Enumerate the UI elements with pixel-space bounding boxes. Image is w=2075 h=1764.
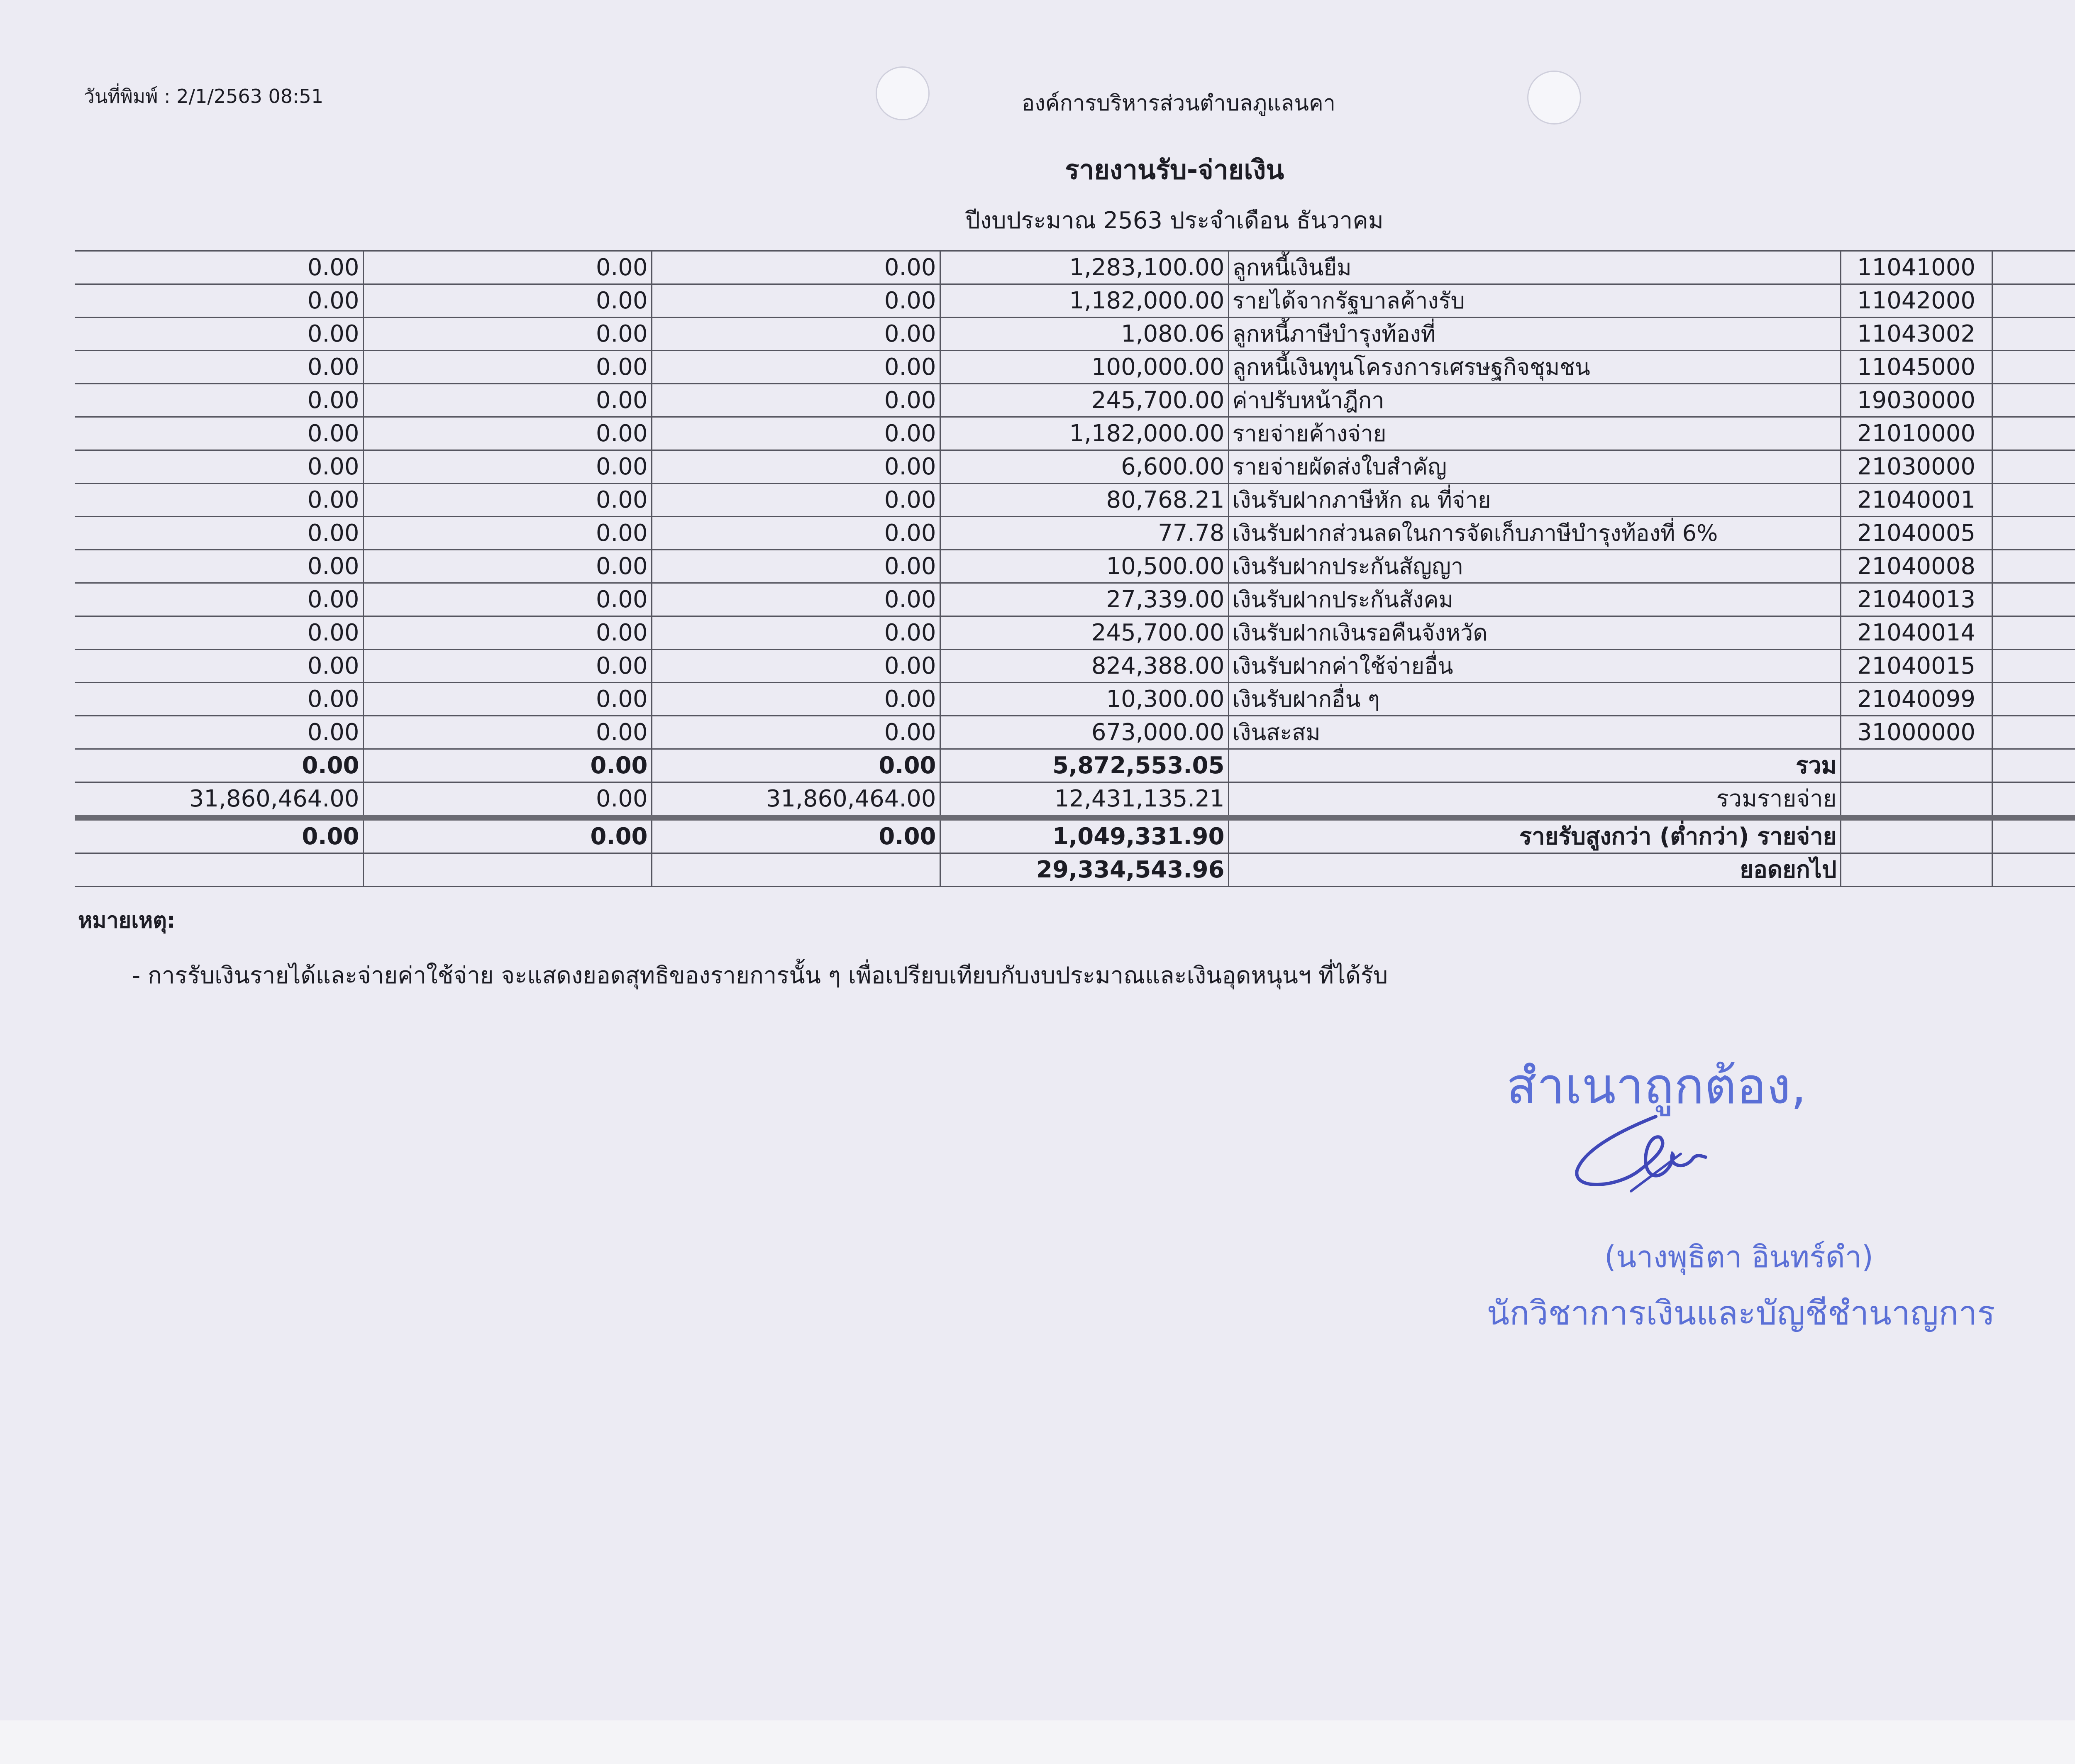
account-code-cell: 21040014 — [1841, 616, 1992, 650]
account-code-cell: 19030000 — [1841, 384, 1992, 417]
col-1-cell: 0.00 — [75, 284, 363, 318]
col-3-cell: 0.00 — [652, 450, 940, 484]
col-4-cell: 245,700.00 — [940, 384, 1228, 417]
account-name-cell: ลูกหนี้ภาษีบำรุงท้องที่ — [1228, 318, 1841, 351]
amount-cell — [1992, 450, 2075, 484]
account-name-cell: เงินรับฝากประกันสังคม — [1228, 583, 1841, 616]
account-name-cell: รายจ่ายค้างจ่าย — [1228, 417, 1841, 450]
col-3-cell: 0.00 — [652, 251, 940, 284]
report-summary — [75, 749, 2075, 887]
account-code-cell: 21040015 — [1841, 650, 1992, 683]
account-name-cell: ค่าปรับหน้าฎีกา — [1228, 384, 1841, 417]
amount-cell — [1992, 417, 2075, 450]
carried-forward-row — [75, 853, 2075, 887]
carried-forward-c4: 29,334,543.96 — [940, 853, 1228, 887]
surplus-c1: 0.00 — [75, 818, 363, 853]
col-3-cell: 0.00 — [652, 484, 940, 517]
punch-hole-right — [1527, 71, 1581, 125]
col-2-cell: 0.00 — [363, 284, 652, 318]
amount-cell — [1992, 384, 2075, 417]
total-amount — [1992, 749, 2075, 782]
amount-cell — [1992, 318, 2075, 351]
col-1-cell: 0.00 — [75, 550, 363, 583]
carried-forward-blank-2 — [363, 853, 652, 887]
carried-forward-amount — [1992, 853, 2075, 887]
account-name-cell: เงินรับฝากประกันสัญญา — [1228, 550, 1841, 583]
total-row — [75, 749, 2075, 782]
surplus-c4: 1,049,331.90 — [940, 818, 1228, 853]
col-4-cell: 1,182,000.00 — [940, 284, 1228, 318]
amount-cell — [1992, 284, 2075, 318]
col-2-cell: 0.00 — [363, 616, 652, 650]
surplus-row — [75, 818, 2075, 853]
col-1-cell: 0.00 — [75, 716, 363, 749]
col-4-cell: 245,700.00 — [940, 616, 1228, 650]
table-row — [75, 716, 2075, 749]
col-3-cell: 0.00 — [652, 583, 940, 616]
account-code-cell: 11045000 — [1841, 351, 1992, 384]
table-row — [75, 417, 2075, 450]
col-4-cell: 10,300.00 — [940, 683, 1228, 716]
col-3-cell: 0.00 — [652, 616, 940, 650]
total-expense-c4: 12,431,135.21 — [940, 782, 1228, 818]
amount-cell — [1992, 484, 2075, 517]
col-3-cell: 0.00 — [652, 318, 940, 351]
table-row — [75, 384, 2075, 417]
col-1-cell: 0.00 — [75, 351, 363, 384]
col-1-cell: 0.00 — [75, 417, 363, 450]
col-3-cell: 0.00 — [652, 550, 940, 583]
amount-cell — [1992, 650, 2075, 683]
total-expense-code-blank — [1841, 782, 1992, 818]
col-2-cell: 0.00 — [363, 417, 652, 450]
amount-cell — [1992, 583, 2075, 616]
surplus-c2: 0.00 — [363, 818, 652, 853]
table-row — [75, 450, 2075, 484]
total-expense-c2: 0.00 — [363, 782, 652, 818]
col-3-cell: 0.00 — [652, 517, 940, 550]
total-code-blank — [1841, 749, 1992, 782]
col-2-cell: 0.00 — [363, 583, 652, 616]
col-2-cell: 0.00 — [363, 251, 652, 284]
col-2-cell: 0.00 — [363, 716, 652, 749]
col-3-cell: 0.00 — [652, 683, 940, 716]
amount-cell — [1992, 550, 2075, 583]
account-code-cell: 31000000 — [1841, 716, 1992, 749]
col-4-cell: 1,080.06 — [940, 318, 1228, 351]
signature-image — [1569, 1108, 1710, 1200]
table-row — [75, 583, 2075, 616]
report-rows — [75, 251, 2075, 749]
account-code-cell: 21040001 — [1841, 484, 1992, 517]
col-2-cell: 0.00 — [363, 351, 652, 384]
col-2-cell: 0.00 — [363, 384, 652, 417]
total-expense-c3: 31,860,464.00 — [652, 782, 940, 818]
col-2-cell: 0.00 — [363, 683, 652, 716]
col-3-cell: 0.00 — [652, 384, 940, 417]
total-expense-amount — [1992, 782, 2075, 818]
certified-copy-stamp: สำเนาถูกต้อง, — [1506, 1058, 1807, 1115]
account-code-cell: 21040005 — [1841, 517, 1992, 550]
surplus-label: รายรับสูงกว่า (ต่ำกว่า) รายจ่าย — [1228, 818, 1841, 853]
total-c1: 0.00 — [75, 749, 363, 782]
amount-cell — [1992, 716, 2075, 749]
account-name-cell: เงินรับฝากอื่น ๆ — [1228, 683, 1841, 716]
signer-position: นักวิชาการเงินและบัญชีชำนาญการ — [1487, 1294, 1995, 1332]
account-code-cell: 21030000 — [1841, 450, 1992, 484]
col-1-cell: 0.00 — [75, 484, 363, 517]
amount-cell — [1992, 616, 2075, 650]
surplus-amount — [1992, 818, 2075, 853]
account-code-cell: 21040008 — [1841, 550, 1992, 583]
col-1-cell: 0.00 — [75, 616, 363, 650]
account-name-cell: รายจ่ายผัดส่งใบสำคัญ — [1228, 450, 1841, 484]
table-row — [75, 616, 2075, 650]
col-4-cell: 1,283,100.00 — [940, 251, 1228, 284]
table-row — [75, 484, 2075, 517]
col-1-cell: 0.00 — [75, 517, 363, 550]
table-row — [75, 550, 2075, 583]
col-3-cell: 0.00 — [652, 351, 940, 384]
amount-cell — [1992, 251, 2075, 284]
col-4-cell: 10,500.00 — [940, 550, 1228, 583]
col-2-cell: 0.00 — [363, 484, 652, 517]
col-2-cell: 0.00 — [363, 550, 652, 583]
surplus-code-blank — [1841, 818, 1992, 853]
col-4-cell: 673,000.00 — [940, 716, 1228, 749]
table-row — [75, 683, 2075, 716]
signer-name: (นางพุธิตา อินทร์ดำ) — [1604, 1239, 1874, 1274]
account-name-cell: รายได้จากรัฐบาลค้างรับ — [1228, 284, 1841, 318]
col-3-cell: 0.00 — [652, 284, 940, 318]
carried-forward-blank-3 — [652, 853, 940, 887]
table-row — [75, 351, 2075, 384]
col-2-cell: 0.00 — [363, 318, 652, 351]
col-1-cell: 0.00 — [75, 650, 363, 683]
total-c2: 0.00 — [363, 749, 652, 782]
notes-title: หมายเหตุ: — [78, 908, 176, 933]
table-row — [75, 517, 2075, 550]
carried-forward-label: ยอดยกไป — [1228, 853, 1841, 887]
notes-text: - การรับเงินรายได้และจ่ายค่าใช้จ่าย จะแสดงยอดสุทธิของรายการนั้น ๆ เพื่อเปรียบเทียบกับงบประมาณและเงินอุดหนุนฯ ที่ได้รับ — [132, 962, 1388, 989]
table-row — [75, 284, 2075, 318]
total-expense-row — [75, 782, 2075, 818]
total-label: รวม — [1228, 749, 1841, 782]
account-name-cell: ลูกหนี้เงินยืม — [1228, 251, 1841, 284]
carried-forward-blank-1 — [75, 853, 363, 887]
amount-cell — [1992, 683, 2075, 716]
col-3-cell: 0.00 — [652, 716, 940, 749]
amount-cell — [1992, 351, 2075, 384]
col-2-cell: 0.00 — [363, 517, 652, 550]
account-name-cell: เงินสะสม — [1228, 716, 1841, 749]
col-4-cell: 6,600.00 — [940, 450, 1228, 484]
carried-forward-code-blank — [1841, 853, 1992, 887]
scan-bottom-edge — [0, 1720, 2075, 1764]
col-4-cell: 1,182,000.00 — [940, 417, 1228, 450]
col-1-cell: 0.00 — [75, 384, 363, 417]
col-1-cell: 0.00 — [75, 450, 363, 484]
account-code-cell: 11043002 — [1841, 318, 1992, 351]
account-name-cell: เงินรับฝากภาษีหัก ณ ที่จ่าย — [1228, 484, 1841, 517]
col-4-cell: 100,000.00 — [940, 351, 1228, 384]
total-expense-c1: 31,860,464.00 — [75, 782, 363, 818]
account-code-cell: 11041000 — [1841, 251, 1992, 284]
account-code-cell: 11042000 — [1841, 284, 1992, 318]
table-row — [75, 251, 2075, 284]
surplus-c3: 0.00 — [652, 818, 940, 853]
account-code-cell: 21040013 — [1841, 583, 1992, 616]
col-3-cell: 0.00 — [652, 417, 940, 450]
account-name-cell: ลูกหนี้เงินทุนโครงการเศรษฐกิจชุมชน — [1228, 351, 1841, 384]
col-4-cell: 824,388.00 — [940, 650, 1228, 683]
col-4-cell: 27,339.00 — [940, 583, 1228, 616]
table-row — [75, 318, 2075, 351]
col-1-cell: 0.00 — [75, 318, 363, 351]
col-1-cell: 0.00 — [75, 251, 363, 284]
col-1-cell: 0.00 — [75, 683, 363, 716]
total-c4: 5,872,553.05 — [940, 749, 1228, 782]
print-date: วันที่พิมพ์ : 2/1/2563 08:51 — [84, 85, 324, 108]
col-4-cell: 77.78 — [940, 517, 1228, 550]
organization-name: องค์การบริหารส่วนตำบลภูแลนคา — [1022, 91, 1335, 116]
report-subtitle: ปีงบประมาณ 2563 ประจำเดือน ธันวาคม — [965, 207, 1384, 234]
table-row — [75, 650, 2075, 683]
account-code-cell: 21010000 — [1841, 417, 1992, 450]
total-expense-label: รวมรายจ่าย — [1228, 782, 1841, 818]
account-code-cell: 21040099 — [1841, 683, 1992, 716]
total-c3: 0.00 — [652, 749, 940, 782]
account-name-cell: เงินรับฝากส่วนลดในการจัดเก็บภาษีบำรุงท้องที่ 6% — [1228, 517, 1841, 550]
account-name-cell: เงินรับฝากค่าใช้จ่ายอื่น — [1228, 650, 1841, 683]
col-1-cell: 0.00 — [75, 583, 363, 616]
amount-cell — [1992, 517, 2075, 550]
account-name-cell: เงินรับฝากเงินรอคืนจังหวัด — [1228, 616, 1841, 650]
col-4-cell: 80,768.21 — [940, 484, 1228, 517]
report-title: รายงานรับ-จ่ายเงิน — [1064, 155, 1284, 186]
report-table — [75, 250, 2075, 887]
col-3-cell: 0.00 — [652, 650, 940, 683]
col-2-cell: 0.00 — [363, 650, 652, 683]
col-2-cell: 0.00 — [363, 450, 652, 484]
